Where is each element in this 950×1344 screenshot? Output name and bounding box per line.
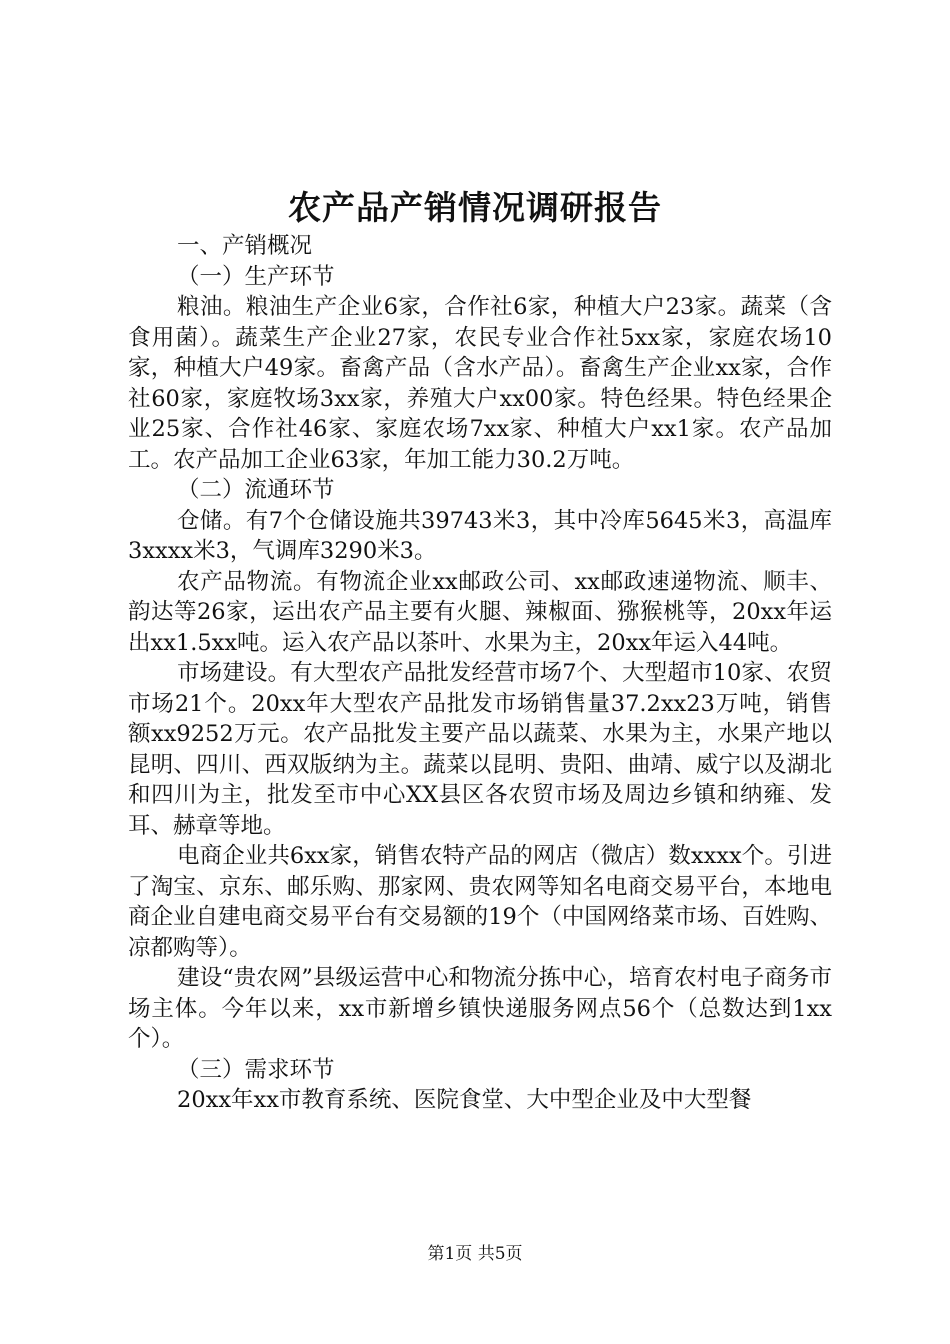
section-heading: 一、产销概况	[177, 233, 313, 259]
paragraph: 市场建设。有大型农产品批发经营市场7个、大型超市10家、农贸市场21个。20xx年大型农产品批发市场销售量37.2xx23万吨，销售额xx9252万元。农产品批发主要产品以蔬菜、水果为主，水果产地以昆明、四川、西双版纳为主。蔬菜以昆明、贵阳、曲靖、威宁以及湖北和四川为主，批发至市中心XX县区各农贸市场及周边乡镇和纳雍、发耳、赫章等地。	[128, 660, 832, 839]
subsection-heading: （二）流通环节	[177, 477, 335, 503]
paragraph: 农产品物流。有物流企业xx邮政公司、xx邮政速递物流、顺丰、韵达等26家，运出农产品主要有火腿、辣椒面、猕猴桃等，20xx年运出xx1.5xx吨。运入农产品以茶叶、水果为主，20xx年运入44吨。	[128, 568, 832, 656]
document-body	[128, 231, 832, 1116]
page-footer: 第1页 共5页	[427, 1244, 523, 1264]
paragraph: 建设“贵农网”县级运营中心和物流分拣中心，培育农村电子商务市场主体。今年以来，xx市新增乡镇快递服务网点56个（总数达到1xx个）。	[128, 965, 832, 1052]
subsection-heading: （一）生产环节	[177, 263, 335, 290]
paragraph: 电商企业共6xx家，销售农特产品的网店（微店）数xxxx个。引进了淘宝、京东、邮乐购、那家网、贵农网等知名电商交易平台，本地电商企业自建电商交易平台有交易额的19个（中国网络菜市场、百姓购、凉都购等）。	[128, 843, 832, 961]
document-title: 农产品产销情况调研报告	[288, 188, 662, 227]
paragraph: 仓储。有7个仓储设施共39743米3，其中冷库5645米3，高温库3xxxx米3，气调库3290米3。	[128, 507, 832, 564]
paragraph: 20xx年xx市教育系统、医院食堂、大中型企业及中大型餐	[177, 1087, 752, 1113]
paragraph: 粮油。粮油生产企业6家，合作社6家，种植大户23家。蔬菜（含食用菌）。蔬菜生产企业27家，农民专业合作社5xx家，家庭农场10家，种植大户49家。畜禽产品（含水产品）。畜禽生产企业xx家，合作社60家，家庭牧场3xx家，养殖大户xx00家。特色经果。特色经果企业25家、合作社46家、家庭农场7xx家、种植大户xx1家。农产品加工。农产品加工企业63家，年加工能力30.2万吨。	[128, 294, 832, 473]
subsection-heading: （三）需求环节	[177, 1056, 335, 1083]
